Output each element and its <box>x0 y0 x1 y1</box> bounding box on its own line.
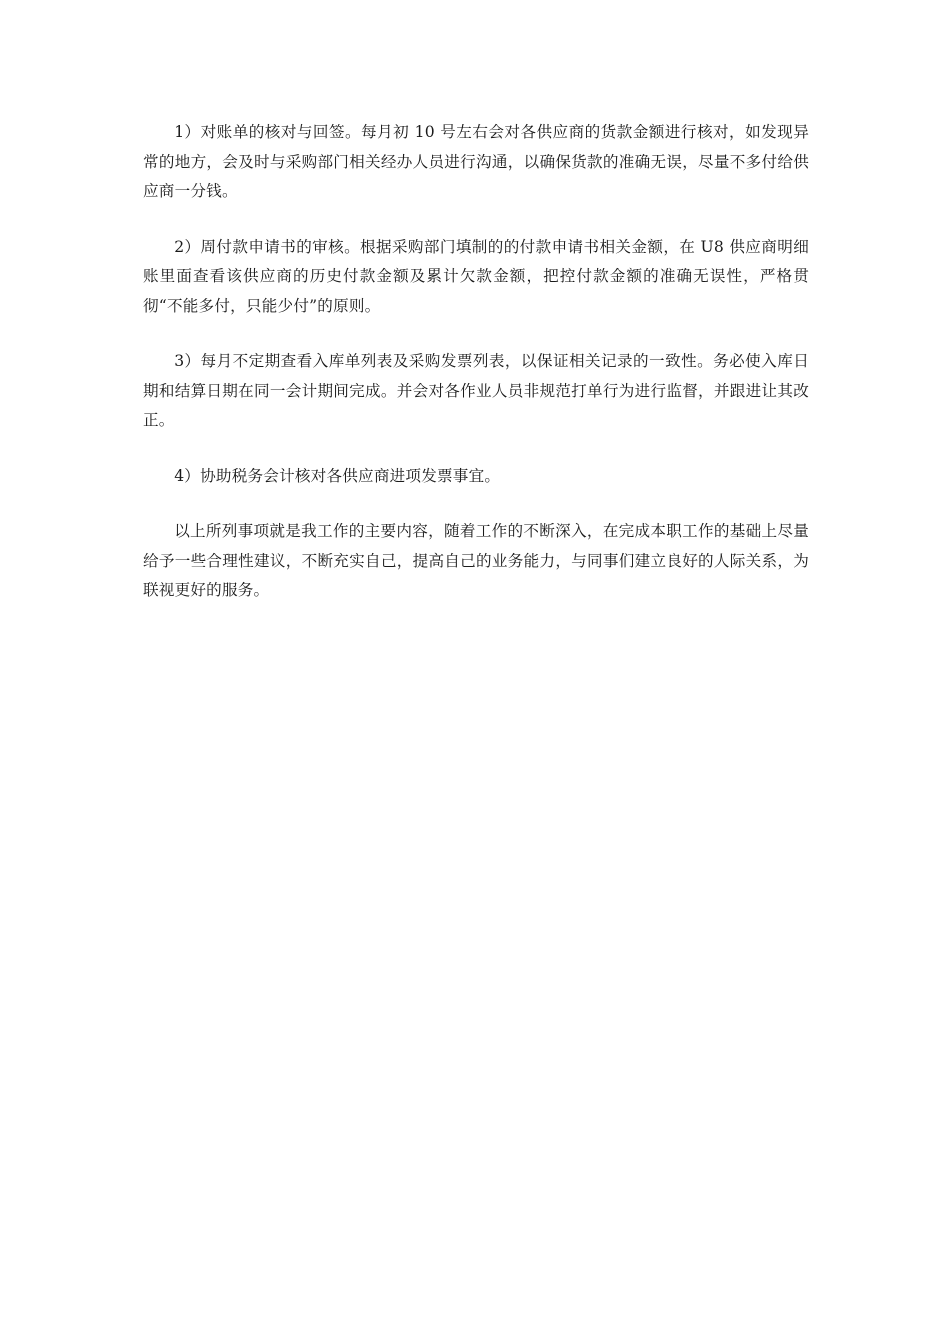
paragraph-summary: 以上所列事项就是我工作的主要内容，随着工作的不断深入，在完成本职工作的基础上尽量给予一些合理性建议，不断充实自己，提高自己的业务能力，与同事们建立良好的人际关系，为联视更好的服务。 <box>143 522 809 599</box>
document-body <box>143 118 809 632</box>
paragraph-tax-invoice: 4）协助税务会计核对各供应商进项发票事宜。 <box>174 466 501 485</box>
paragraph-inventory-check: 3）每月不定期查看入库单列表及采购发票列表，以保证相关记录的一致性。务必使入库日期和结算日期在同一会计期间完成。并会对各作业人员非规范打单行为进行监督，并跟进让其改正。 <box>143 352 809 429</box>
paragraph-reconciliation: 1）对账单的核对与回签。每月初 10 号左右会对各供应商的货款金额进行核对，如发现异常的地方，会及时与采购部门相关经办人员进行沟通，以确保货款的准确无误，尽量不多付给供应商一分钱。 <box>143 123 809 200</box>
paragraph-payment-review: 2）周付款申请书的审核。根据采购部门填制的的付款申请书相关金额，在 U8 供应商明细账里面查看该供应商的历史付款金额及累计欠款金额，把控付款金额的准确无误性，严格贯彻“不能多付，只能少付”的原则。 <box>143 237 809 315</box>
